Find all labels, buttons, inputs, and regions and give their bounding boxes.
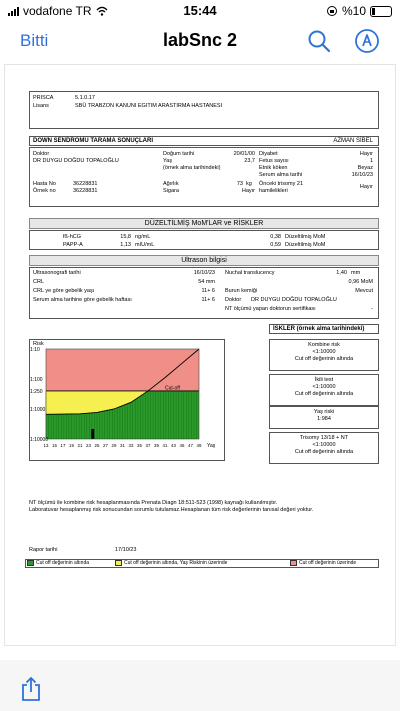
smoker-label: Sigara: [163, 188, 179, 194]
legend-item-red: [290, 559, 356, 567]
age-value: 23,7: [244, 158, 255, 164]
prev-trisomy-value: Hayır: [359, 184, 373, 190]
risk-card-value: <1:10000: [312, 442, 336, 448]
sample-no-label: Örnek no: [33, 188, 56, 194]
x-tick-label: 49: [196, 443, 202, 448]
prev-trisomy-label: Önceki trisomy 21: [259, 181, 304, 187]
x-tick-label: 13: [43, 443, 49, 448]
weight-label: Ağırlık: [163, 181, 179, 187]
patient-no-value: 36228831: [73, 181, 98, 187]
nt-mom: 0,96 MoM: [348, 279, 373, 285]
mom-label-1: Düzeltilmiş MoM: [285, 234, 326, 240]
y-tick-label: 1:100: [30, 377, 43, 383]
ultrasound-section-title: Ultrason bilgisi: [29, 255, 379, 266]
legend-label-green: Cut off değerinin altında: [36, 560, 90, 566]
footnote-1: NT ölçümü ile kombine risk hesaplanmasında Prenata Diagn 18:511-523 (1998) kaynağı kullanılmıştır.: [29, 500, 278, 506]
x-tick-label: 39: [154, 443, 159, 448]
risks-title: İSKLER (örnek alma tarihindeki): [269, 324, 379, 334]
software-name: PRISCA: [33, 95, 54, 101]
x-tick-label: 21: [77, 443, 83, 448]
x-tick-label: 31: [120, 443, 125, 448]
us-date-value: 16/10/23: [193, 270, 215, 276]
mom-name-1: fß-hCG: [63, 234, 82, 240]
license-label: Lisans: [33, 103, 49, 109]
legend-swatch-green: [27, 560, 34, 566]
doctor-value: DR DUYGU DOĞDU TOPALOĞLU: [33, 158, 119, 164]
x-tick-label: 33: [128, 443, 134, 448]
risk-card-title: Yaş riski: [313, 409, 335, 415]
mom-mom-2: 0,59: [270, 242, 281, 248]
nt-unit: mm: [351, 270, 361, 276]
battery-group: [326, 4, 392, 18]
risk-card-title: İkili test: [314, 377, 334, 383]
y-tick-label: 1:10: [30, 347, 40, 353]
crl-ga-label: CRL ye göre gebelik yaşı: [33, 288, 95, 294]
us-doctor-value: DR DUYGU DOĞDU TOPALOĞLU: [251, 297, 337, 303]
age-note: (örnek alma tarihindeki): [163, 165, 221, 171]
clock: 15:44: [183, 3, 217, 18]
y-tick-label: 1:10000: [30, 437, 49, 443]
software-version: 5.1.0.17: [75, 95, 95, 101]
risk-chart: [29, 347, 225, 459]
mom-label-2: Düzeltilmiş MoM: [285, 242, 326, 248]
risk-card-combined: [269, 339, 379, 371]
nasal-bone-value: Mevcut: [355, 288, 373, 294]
us-date-label: Ultrasonografi tarihi: [33, 270, 81, 276]
carrier-label: vodafone TR: [23, 4, 92, 18]
fetus-value: 1: [369, 158, 373, 164]
smoker-value: Hayır: [241, 188, 255, 194]
report-date-value: 17/10/23: [115, 547, 137, 553]
x-axis-label: Yaş: [207, 443, 216, 449]
legend-swatch-red: [290, 560, 297, 566]
x-tick-label: 45: [179, 443, 185, 448]
x-tick-label: 35: [137, 443, 142, 448]
license-value: SBÜ TRABZON KANUNI EGITIM ARASTIRMA HASTANESI: [75, 103, 223, 109]
battery-percent: %10: [341, 4, 366, 18]
y-tick-label: 1:1000: [30, 407, 46, 413]
footnote-2: Laboratuvar hesaplanmış risk sonucundan sorumlu tutulamaz.Hesaplanan tüm risk değerlerinin tanısal değeri yoktur.: [29, 507, 314, 513]
legend-label-yellow: Cut off değerinin altında, Yaş Riskinin üzerinde: [124, 560, 228, 566]
dob-value: 20/01/00: [233, 151, 255, 157]
x-tick-label: 37: [145, 443, 151, 448]
us-doctor-label: Doktor: [225, 297, 242, 303]
document-title: labSnc 2: [162, 30, 238, 50]
mom-value-2: 1,13: [120, 242, 131, 248]
bottom-toolbar: [0, 660, 400, 711]
markup-icon[interactable]: [354, 28, 380, 54]
document-page: [4, 64, 396, 646]
x-tick-label: 41: [162, 443, 168, 448]
report-title: DOWN SENDROMU TARAMA SONUÇLARI: [33, 138, 153, 144]
x-tick-label: 19: [69, 443, 74, 448]
nt-value: 1,40: [336, 270, 347, 276]
fetus-label: Fetus sayısı: [259, 158, 289, 164]
cert-value: -: [371, 306, 373, 312]
risk-card-note: Cut off değerinin altında: [294, 356, 354, 362]
risk-card-trisomy: [269, 432, 379, 464]
share-icon[interactable]: [20, 676, 42, 702]
serum-date-label: Serum alma tarihi: [259, 172, 303, 178]
risk-card-value: <1:10000: [312, 349, 336, 355]
x-tick-label: 47: [188, 443, 193, 448]
orientation-lock-icon: [326, 5, 338, 17]
ethnic-value: Beyaz: [357, 165, 373, 171]
patient-marker: [91, 429, 94, 439]
status-bar: [0, 0, 400, 22]
patient-no-label: Hasta No: [33, 181, 56, 187]
mom-unit-1: ng/mL: [135, 234, 151, 240]
doctor-label: Doktor: [33, 151, 50, 157]
sample-no-value: 36228831: [73, 188, 98, 194]
legend-item-yellow: [115, 559, 227, 567]
ethnic-label: Etnik köken: [259, 165, 288, 171]
risk-card-title: Kombine risk: [308, 342, 340, 348]
x-tick-label: 27: [103, 443, 108, 448]
diabet-value: Hayır: [359, 151, 373, 157]
legend-swatch-yellow: [115, 560, 122, 566]
mom-section-title: DÜZELTİLMİŞ MoM'LAR ve RİSKLER: [29, 218, 379, 229]
x-tick-label: 29: [111, 443, 117, 448]
weight-unit: kg: [246, 181, 252, 187]
done-button[interactable]: Bitti: [20, 31, 49, 50]
age-label: Yaş: [163, 158, 173, 164]
crl-value: 54 mm: [198, 279, 215, 285]
legend-item-green: [27, 559, 89, 567]
search-icon[interactable]: [306, 28, 332, 54]
risk-card-value: 1:984: [317, 416, 331, 422]
nt-label: Nuchal translucency: [225, 270, 275, 276]
x-tick-label: 17: [60, 443, 66, 448]
risk-card-title: Trisomy 13/18 + NT: [299, 435, 349, 441]
crl-ga-value: 11+ 6: [201, 288, 215, 294]
diabet-label: Diyabet: [259, 151, 278, 157]
y-tick-label: 1:250: [30, 388, 43, 395]
x-tick-label: 15: [52, 443, 57, 448]
patient-name: AZMAN SİBEL: [333, 138, 373, 144]
mom-value-1: 15,8: [120, 234, 131, 240]
serum-date-value: 16/10/23: [351, 172, 373, 178]
mom-name-2: PAPP-A: [63, 242, 83, 248]
serum-ga-value: 11+ 6: [201, 297, 215, 303]
x-tick-label: 23: [86, 443, 91, 448]
legend-label-red: Cut off değerinin üzerinde: [299, 560, 357, 566]
risk-card-note: Cut off değerinin altında: [294, 449, 354, 455]
risk-card-value: <1:10000: [312, 384, 336, 390]
risk-card-age: [269, 406, 379, 429]
prev-trisomy-label-2: hamilelikleri: [259, 188, 288, 194]
cert-label: NT ölçümü yapan doktorun sertifikası: [225, 306, 316, 312]
mom-mom-1: 0,38: [270, 234, 281, 240]
nav-bar: [0, 22, 400, 60]
mom-unit-2: mIU/mL: [135, 242, 155, 248]
risk-card-double: [269, 374, 379, 406]
x-tick-label: 25: [94, 443, 100, 448]
x-tick-label: 43: [171, 443, 176, 448]
risk-card-note: Cut off değerinin altında: [294, 391, 354, 397]
cutoff-label: Cut-off: [165, 385, 180, 392]
battery-icon: [370, 6, 392, 17]
dob-label: Doğum tarihi: [163, 151, 195, 157]
crl-label: CRL: [33, 279, 45, 285]
serum-ga-label: Serum alma tarihine göre gebelik haftası: [33, 297, 132, 303]
chart-risk-label: Risk: [33, 341, 44, 347]
report-date-label: Rapor tarihi: [29, 547, 58, 553]
nasal-bone-label: Burun kemiği: [225, 288, 258, 294]
weight-value: 73: [236, 181, 243, 187]
